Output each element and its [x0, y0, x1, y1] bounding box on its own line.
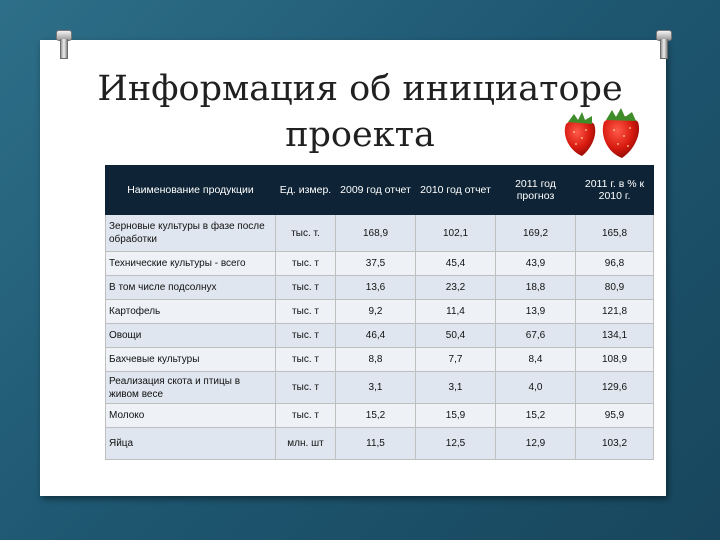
- table-row: [106, 348, 654, 372]
- header-2009: 2009 год отчет: [336, 166, 416, 215]
- cell-2009: 9,2: [336, 300, 416, 324]
- cell-2011: 12,9: [496, 428, 576, 460]
- table-row: [106, 324, 654, 348]
- cell-2010: 11,4: [416, 300, 496, 324]
- cell-2011: 169,2: [496, 215, 576, 252]
- cell-unit: тыс. т: [276, 252, 336, 276]
- cell-percent: 95,9: [576, 404, 654, 428]
- cell-percent: 80,9: [576, 276, 654, 300]
- cell-2009: 3,1: [336, 372, 416, 404]
- cell-2010: 102,1: [416, 215, 496, 252]
- cell-2010: 3,1: [416, 372, 496, 404]
- cell-percent: 165,8: [576, 215, 654, 252]
- cell-2011: 8,4: [496, 348, 576, 372]
- cell-product: Технические культуры - всего: [106, 252, 276, 276]
- cell-product: Молоко: [106, 404, 276, 428]
- cell-percent: 103,2: [576, 428, 654, 460]
- cell-percent: 129,6: [576, 372, 654, 404]
- slide-title-line2: проекта: [285, 115, 435, 155]
- table-row: [106, 252, 654, 276]
- cell-unit: тыс. т: [276, 372, 336, 404]
- cell-percent: 96,8: [576, 252, 654, 276]
- cell-2011: 13,9: [496, 300, 576, 324]
- cell-2009: 11,5: [336, 428, 416, 460]
- cell-2010: 50,4: [416, 324, 496, 348]
- cell-percent: 121,8: [576, 300, 654, 324]
- cell-unit: тыс. т: [276, 324, 336, 348]
- cell-unit: тыс. т: [276, 348, 336, 372]
- table-row: [106, 428, 654, 460]
- slide-title-line1: Информация об инициаторе: [97, 69, 623, 109]
- cell-2010: 23,2: [416, 276, 496, 300]
- cell-unit: тыс. т: [276, 404, 336, 428]
- cell-2011: 67,6: [496, 324, 576, 348]
- cell-2010: 12,5: [416, 428, 496, 460]
- production-table: [105, 165, 654, 460]
- cell-product: Зерновые культуры в фазе после обработки: [106, 215, 276, 252]
- cell-unit: тыс. т: [276, 276, 336, 300]
- header-product: Наименование продукции: [106, 166, 276, 215]
- cell-2009: 168,9: [336, 215, 416, 252]
- table-header-row: [106, 166, 654, 215]
- cell-2009: 37,5: [336, 252, 416, 276]
- cell-2011: 18,8: [496, 276, 576, 300]
- cell-product: Бахчевые культуры: [106, 348, 276, 372]
- table-row: [106, 372, 654, 404]
- pushpin-left-icon: [56, 30, 70, 58]
- cell-product: Картофель: [106, 300, 276, 324]
- cell-2009: 15,2: [336, 404, 416, 428]
- table-row: [106, 276, 654, 300]
- cell-product: Овощи: [106, 324, 276, 348]
- header-2010: 2010 год отчет: [416, 166, 496, 215]
- cell-percent: 134,1: [576, 324, 654, 348]
- pushpin-right-icon: [656, 30, 670, 58]
- cell-2011: 15,2: [496, 404, 576, 428]
- cell-product: В том числе подсолнух: [106, 276, 276, 300]
- cell-2009: 13,6: [336, 276, 416, 300]
- cell-2010: 7,7: [416, 348, 496, 372]
- header-percent: 2011 г. в % к 2010 г.: [576, 166, 654, 215]
- cell-product: Яйца: [106, 428, 276, 460]
- cell-2011: 4,0: [496, 372, 576, 404]
- table-row: [106, 300, 654, 324]
- header-unit: Ед. измер.: [276, 166, 336, 215]
- strawberries-icon: [558, 104, 648, 162]
- cell-unit: млн. шт: [276, 428, 336, 460]
- table-row: [106, 404, 654, 428]
- cell-unit: тыс. т.: [276, 215, 336, 252]
- cell-2011: 43,9: [496, 252, 576, 276]
- cell-2009: 46,4: [336, 324, 416, 348]
- cell-product: Реализация скота и птицы в живом весе: [106, 372, 276, 404]
- cell-percent: 108,9: [576, 348, 654, 372]
- cell-2010: 45,4: [416, 252, 496, 276]
- cell-2009: 8,8: [336, 348, 416, 372]
- cell-unit: тыс. т: [276, 300, 336, 324]
- header-2011: 2011 год прогноз: [496, 166, 576, 215]
- table-row: [106, 215, 654, 252]
- cell-2010: 15,9: [416, 404, 496, 428]
